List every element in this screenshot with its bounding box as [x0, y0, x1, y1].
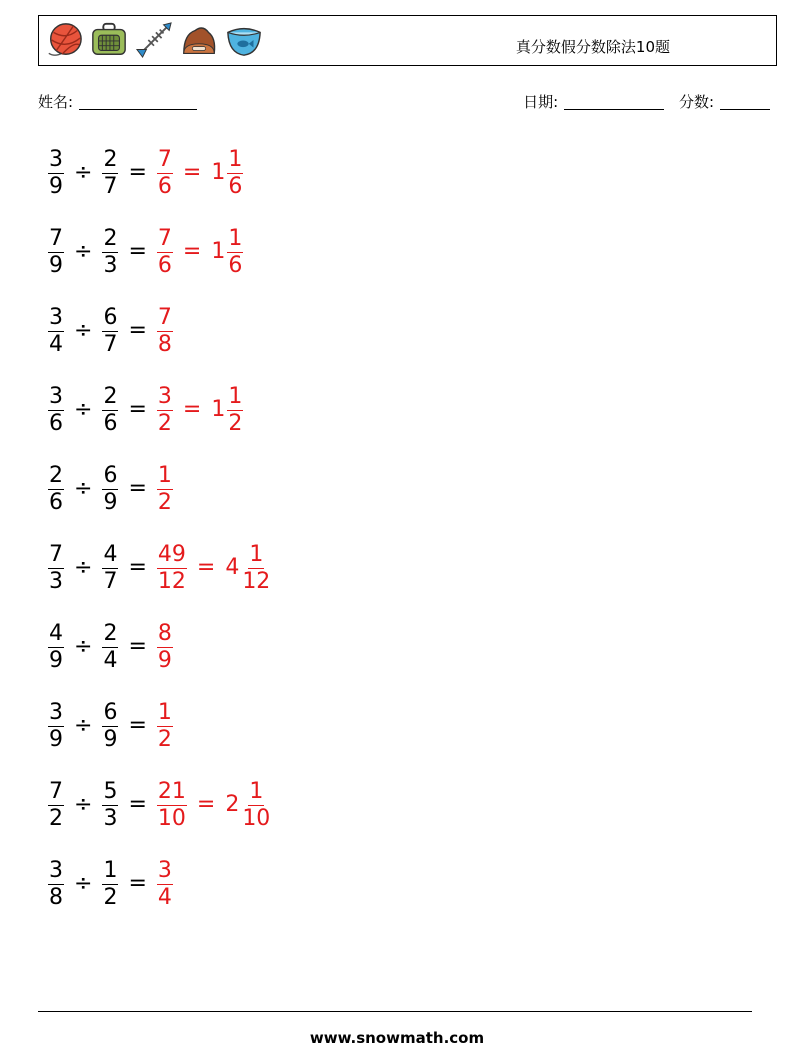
denominator: 4 — [49, 331, 63, 357]
denominator: 6 — [228, 173, 243, 199]
name-field — [38, 92, 197, 112]
numerator: 6 — [103, 304, 118, 330]
divisor-fraction — [102, 147, 118, 200]
numerator: 4 — [103, 541, 118, 567]
denominator: 3 — [103, 805, 118, 831]
denominator: 9 — [49, 173, 63, 199]
numerator: 2 — [103, 383, 118, 409]
denominator: 2 — [157, 489, 172, 515]
denominator: 9 — [49, 726, 63, 752]
numerator: 1 — [157, 699, 172, 725]
divide-sign: ÷ — [74, 160, 93, 185]
denominator: 8 — [49, 884, 63, 910]
fish-bowl-icon — [225, 21, 263, 59]
dividend-fraction — [48, 305, 64, 358]
denominator: 2 — [49, 805, 63, 831]
ball-of-yarn-icon — [45, 21, 83, 59]
divide-sign: ÷ — [74, 871, 93, 896]
problem-row — [42, 380, 249, 440]
dog-bed-icon — [180, 21, 218, 59]
mixed-fraction-part — [227, 147, 243, 200]
denominator: 9 — [103, 489, 118, 515]
answer-fraction — [157, 226, 173, 279]
equals-sign: = — [128, 239, 147, 264]
denominator: 9 — [157, 647, 172, 673]
denominator: 3 — [103, 252, 118, 278]
problem-row — [42, 854, 179, 914]
score-label: 分数: — [678, 93, 714, 111]
numerator: 1 — [228, 225, 243, 251]
dividend-fraction — [48, 226, 64, 279]
numerator: 8 — [157, 620, 172, 646]
denominator: 6 — [49, 489, 63, 515]
denominator: 2 — [157, 410, 172, 436]
dividend-fraction — [48, 384, 64, 437]
denominator: 9 — [49, 252, 63, 278]
problem-row — [42, 301, 179, 361]
numerator: 2 — [103, 225, 118, 251]
numerator: 7 — [157, 225, 172, 251]
answer-fraction — [157, 463, 173, 516]
problem-row — [42, 459, 179, 519]
numerator: 5 — [103, 778, 118, 804]
denominator: 6 — [157, 252, 172, 278]
mixed-fraction-part — [241, 542, 271, 595]
divide-sign: ÷ — [74, 713, 93, 738]
denominator: 12 — [242, 568, 271, 594]
footer-website: www.snowmath.com — [309, 1029, 485, 1047]
mixed-whole-part: 4 — [225, 555, 240, 580]
answer-fraction — [157, 700, 173, 753]
fish-bone-icon — [135, 21, 173, 59]
denominator: 6 — [49, 410, 63, 436]
numerator: 7 — [49, 541, 63, 567]
problem-row — [42, 617, 179, 677]
date-label: 日期: — [523, 93, 559, 111]
mixed-fraction-part — [241, 779, 271, 832]
denominator: 12 — [157, 568, 186, 594]
problem-row — [42, 775, 277, 835]
numerator: 6 — [103, 699, 118, 725]
denominator: 9 — [103, 726, 118, 752]
equals-sign: = — [128, 792, 147, 817]
denominator: 6 — [157, 173, 172, 199]
mixed-fraction-part — [227, 226, 243, 279]
answer-fraction — [157, 147, 173, 200]
equals-sign: = — [128, 555, 147, 580]
problem-row — [42, 696, 179, 756]
equals-sign: = — [128, 634, 147, 659]
divide-sign: ÷ — [74, 397, 93, 422]
dividend-fraction — [48, 463, 64, 516]
equals-sign: = — [128, 160, 147, 185]
denominator: 10 — [157, 805, 186, 831]
header-icons — [45, 21, 263, 59]
denominator: 2 — [228, 410, 243, 436]
divisor-fraction — [102, 384, 118, 437]
answer-fraction — [157, 621, 173, 674]
dividend-fraction — [48, 779, 64, 832]
equals-sign: = — [182, 239, 202, 264]
numerator: 7 — [49, 778, 63, 804]
mixed-whole-part: 1 — [211, 397, 226, 422]
name-label: 姓名: — [38, 93, 74, 111]
equals-sign: = — [128, 713, 147, 738]
mixed-whole-part: 1 — [211, 160, 226, 185]
numerator: 6 — [103, 462, 118, 488]
problem-row — [42, 538, 277, 598]
numerator: 2 — [103, 620, 118, 646]
numerator: 3 — [49, 146, 63, 172]
numerator: 2 — [103, 146, 118, 172]
divisor-fraction — [102, 779, 118, 832]
divisor-fraction — [102, 621, 118, 674]
denominator: 8 — [157, 331, 172, 357]
worksheet-title: 真分数假分数除法10题 — [515, 38, 670, 56]
problem-row — [42, 143, 249, 203]
divide-sign: ÷ — [74, 318, 93, 343]
divide-sign: ÷ — [74, 476, 93, 501]
numerator: 7 — [157, 146, 172, 172]
numerator: 21 — [157, 778, 186, 804]
numerator: 49 — [157, 541, 186, 567]
answer-fraction — [157, 384, 173, 437]
denominator: 2 — [103, 884, 118, 910]
answer-fraction — [157, 305, 173, 358]
problem-row — [42, 222, 249, 282]
numerator: 4 — [49, 620, 63, 646]
equals-sign: = — [196, 555, 216, 580]
divisor-fraction — [102, 542, 118, 595]
numerator: 3 — [157, 857, 172, 883]
mixed-whole-part: 2 — [225, 792, 240, 817]
denominator: 4 — [103, 647, 118, 673]
denominator: 6 — [228, 252, 243, 278]
numerator: 1 — [249, 778, 264, 804]
divisor-fraction — [102, 226, 118, 279]
denominator: 6 — [103, 410, 118, 436]
divisor-fraction — [102, 858, 118, 911]
equals-sign: = — [196, 792, 216, 817]
divide-sign: ÷ — [74, 792, 93, 817]
denominator: 3 — [49, 568, 63, 594]
mixed-fraction-part — [227, 384, 243, 437]
divide-sign: ÷ — [74, 239, 93, 264]
numerator: 3 — [49, 857, 63, 883]
equals-sign: = — [182, 397, 202, 422]
dividend-fraction — [48, 621, 64, 674]
divide-sign: ÷ — [74, 634, 93, 659]
equals-sign: = — [128, 871, 147, 896]
numerator: 1 — [157, 462, 172, 488]
date-score-fields — [523, 92, 770, 112]
denominator: 7 — [103, 568, 118, 594]
answer-fraction — [157, 779, 187, 832]
answer-fraction — [157, 542, 187, 595]
denominator: 9 — [49, 647, 63, 673]
worksheet-header — [38, 15, 777, 66]
dividend-fraction — [48, 147, 64, 200]
denominator: 7 — [103, 331, 118, 357]
numerator: 1 — [228, 146, 243, 172]
date-blank[interactable] — [564, 109, 664, 110]
numerator: 1 — [249, 541, 264, 567]
name-blank[interactable] — [79, 109, 197, 110]
numerator: 3 — [49, 304, 63, 330]
footer-divider — [38, 1011, 752, 1012]
numerator: 2 — [49, 462, 63, 488]
equals-sign: = — [128, 476, 147, 501]
numerator: 1 — [228, 383, 243, 409]
divisor-fraction — [102, 463, 118, 516]
numerator: 3 — [157, 383, 172, 409]
score-blank[interactable] — [720, 109, 770, 110]
answer-fraction — [157, 858, 173, 911]
dividend-fraction — [48, 542, 64, 595]
divisor-fraction — [102, 700, 118, 753]
mixed-whole-part: 1 — [211, 239, 226, 264]
dividend-fraction — [48, 858, 64, 911]
pet-carrier-icon — [90, 21, 128, 59]
denominator: 10 — [242, 805, 271, 831]
equals-sign: = — [128, 318, 147, 343]
numerator: 7 — [157, 304, 172, 330]
numerator: 7 — [49, 225, 63, 251]
equals-sign: = — [128, 397, 147, 422]
denominator: 4 — [157, 884, 172, 910]
equals-sign: = — [182, 160, 202, 185]
dividend-fraction — [48, 700, 64, 753]
divisor-fraction — [102, 305, 118, 358]
numerator: 3 — [49, 699, 63, 725]
denominator: 7 — [103, 173, 118, 199]
divide-sign: ÷ — [74, 555, 93, 580]
denominator: 2 — [157, 726, 172, 752]
numerator: 3 — [49, 383, 63, 409]
numerator: 1 — [103, 857, 118, 883]
